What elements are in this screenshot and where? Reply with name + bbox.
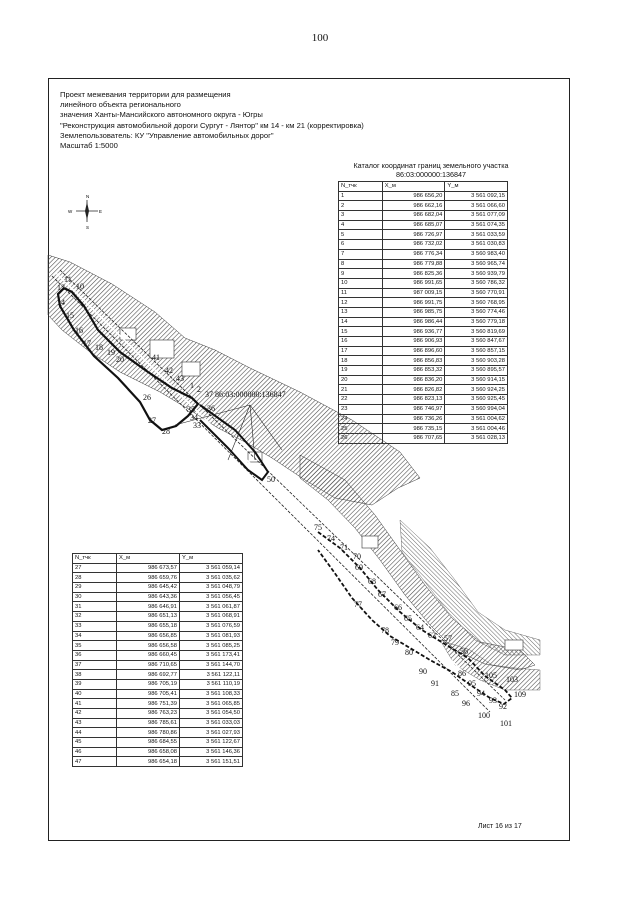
y-coordinate-cell: 3 561 146,36 [180,747,243,757]
point-label: 33 [193,421,201,430]
point-number-cell: 43 [73,718,117,728]
y-coordinate-cell: 3 561 108,33 [180,689,243,699]
x-coordinate-cell: 986 692,77 [117,670,180,680]
y-coordinate-cell: 3 561 048,79 [180,583,243,593]
point-label: 28 [162,427,170,436]
compass-e: E [99,209,103,214]
y-coordinate-cell: 3 560 925,45 [445,395,508,405]
x-coordinate-cell: 986 658,08 [117,747,180,757]
x-coordinate-cell: 986 656,20 [382,191,445,201]
x-coordinate-cell: 986 906,93 [382,337,445,347]
point-label: 41 [152,353,160,362]
y-coordinate-cell: 3 561 151,51 [180,757,243,767]
y-coordinate-cell: 3 561 035,62 [180,573,243,583]
point-label: 92 [499,702,507,711]
point-label: 71 [340,543,348,552]
x-coordinate-cell: 986 853,32 [382,366,445,376]
y-coordinate-cell: 3 560 965,74 [445,259,508,269]
point-number-cell: 39 [73,679,117,689]
x-coordinate-cell: 986 985,75 [382,307,445,317]
y-coordinate-cell: 3 560 847,67 [445,337,508,347]
point-number-cell: 18 [339,356,383,366]
point-number-cell: 37 [73,660,117,670]
x-coordinate-cell: 986 736,26 [382,414,445,424]
point-number-cell: 20 [339,375,383,385]
point-label: 85 [451,689,459,698]
x-coordinate-cell: 986 856,83 [382,356,445,366]
point-number-cell: 21 [339,385,383,395]
point-label: 11 [64,275,72,284]
point-number-cell: 19 [339,366,383,376]
point-number-cell: 45 [73,738,117,748]
point-number-cell: 44 [73,728,117,738]
point-label: 35 [187,405,195,414]
point-label: 20 [116,355,124,364]
x-coordinate-cell: 986 710,65 [117,660,180,670]
x-coordinate-cell: 986 660,45 [117,650,180,660]
x-coordinate-cell: 986 651,13 [117,612,180,622]
header-line: Масштаб 1:5000 [60,140,118,150]
point-number-cell: 10 [339,278,383,288]
point-label: 37 86:03:000000:136847 [205,390,286,399]
y-coordinate-cell: 3 560 768,95 [445,298,508,308]
y-coordinate-cell: 3 561 081,93 [180,631,243,641]
catalog-title-text: Каталог координат границ земельного участка [353,161,509,170]
header-line: "Реконструкция автомобильной дороги Сургут - Лянтор" км 14 - км 21 (корректировка) [60,120,364,130]
point-number-cell: 38 [73,670,117,680]
y-coordinate-cell: 3 561 068,91 [180,612,243,622]
point-label: 109 [514,690,526,699]
column-header-point: N_тчк [73,554,117,564]
y-coordinate-cell: 3 561 122,11 [180,670,243,680]
point-number-cell: 2 [339,201,383,211]
x-coordinate-cell: 986 991,75 [382,298,445,308]
point-label: 19 [107,348,115,357]
point-number-cell: 15 [339,327,383,337]
x-coordinate-cell: 986 735,15 [382,424,445,434]
x-coordinate-cell: 986 646,91 [117,602,180,612]
point-number-cell: 32 [73,612,117,622]
x-coordinate-cell: 986 836,20 [382,375,445,385]
point-label: 68 [368,577,376,586]
y-coordinate-cell: 3 561 077,09 [445,211,508,221]
point-label: 79 [391,638,399,647]
compass-s: S [86,225,90,230]
point-label: 14 [57,298,65,307]
x-coordinate-cell: 986 763,23 [117,709,180,719]
y-coordinate-cell: 3 560 857,15 [445,346,508,356]
y-coordinate-cell: 3 561 056,45 [180,592,243,602]
x-coordinate-cell: 986 780,86 [117,728,180,738]
point-number-cell: 36 [73,650,117,660]
page-number: 100 [311,32,329,44]
point-number-cell: 29 [73,583,117,593]
point-label: 50 [267,475,275,484]
point-label: 96 [462,699,470,708]
point-label: 65 [404,614,412,623]
column-header-y: Y_м [445,182,508,192]
point-label: 94 [477,689,485,698]
y-coordinate-cell: 3 560 924,25 [445,385,508,395]
point-label: 12 [57,283,65,292]
x-coordinate-cell: 986 673,57 [117,563,180,573]
y-coordinate-cell: 3 560 895,57 [445,366,508,376]
x-coordinate-cell: 986 826,82 [382,385,445,395]
y-coordinate-cell: 3 561 059,14 [180,563,243,573]
point-label: 67 [378,590,386,599]
column-header-x: X_м [117,554,180,564]
point-label: 34 [190,413,198,422]
x-coordinate-cell: 986 645,42 [117,583,180,593]
x-coordinate-cell: 986 779,88 [382,259,445,269]
point-number-cell: 33 [73,621,117,631]
point-label: 101 [500,719,512,728]
point-number-cell: 31 [73,602,117,612]
x-coordinate-cell: 986 823,13 [382,395,445,405]
x-coordinate-cell: 986 746,97 [382,404,445,414]
y-coordinate-cell: 3 560 914,15 [445,375,508,385]
y-coordinate-cell: 3 561 004,62 [445,414,508,424]
point-label: 17 [83,339,91,348]
header-line: значения Ханты-Мансийского автономного округа - Югры [60,110,263,120]
compass-n: N [86,194,90,199]
x-coordinate-cell: 986 707,65 [382,433,445,443]
x-coordinate-cell: 986 776,34 [382,249,445,259]
point-number-cell: 6 [339,240,383,250]
y-coordinate-cell: 3 560 903,28 [445,356,508,366]
x-coordinate-cell: 986 705,19 [117,679,180,689]
x-coordinate-cell: 986 705,41 [117,689,180,699]
point-number-cell: 14 [339,317,383,327]
y-coordinate-cell: 3 561 027,93 [180,728,243,738]
point-label: 1 [190,381,194,390]
y-coordinate-cell: 3 561 033,59 [445,230,508,240]
point-number-cell: 47 [73,757,117,767]
y-coordinate-cell: 3 561 054,50 [180,709,243,719]
x-coordinate-cell: 986 685,07 [382,220,445,230]
point-label: 36 [207,404,215,413]
y-coordinate-cell: 3 560 786,32 [445,278,508,288]
y-coordinate-cell: 3 561 030,83 [445,240,508,250]
header-line: Землепользователь: КУ "Управление автомобильных дорог" [60,130,274,140]
x-coordinate-cell: 986 825,36 [382,269,445,279]
y-coordinate-cell: 3 561 061,87 [180,602,243,612]
point-number-cell: 27 [73,563,117,573]
point-label: 57 [444,634,452,643]
point-label: 74 [327,534,335,543]
y-coordinate-cell: 3 560 819,69 [445,327,508,337]
y-coordinate-cell: 3 560 774,46 [445,307,508,317]
catalog-parcel-id: 86:03:000000:136847 [396,170,466,179]
point-label: 42 [165,366,173,375]
x-coordinate-cell: 986 751,39 [117,699,180,709]
y-coordinate-cell: 3 561 004,46 [445,424,508,434]
point-label: 95 [468,679,476,688]
point-label: 75 [314,523,322,532]
point-number-cell: 35 [73,641,117,651]
header-line: Проект межевания территории для размещения [60,90,231,99]
point-label: 27 [148,416,156,425]
point-label: 77 [354,600,362,609]
x-coordinate-cell: 986 896,60 [382,346,445,356]
y-coordinate-cell: 3 561 122,67 [180,738,243,748]
point-number-cell: 5 [339,230,383,240]
x-coordinate-cell: 986 936,77 [382,327,445,337]
y-coordinate-cell: 3 561 173,41 [180,650,243,660]
point-number-cell: 28 [73,573,117,583]
point-label: 2 [197,385,201,394]
point-label: 18 [95,343,103,352]
y-coordinate-cell: 3 561 033,03 [180,718,243,728]
y-coordinate-cell: 3 561 092,15 [445,191,508,201]
point-label: 15 [66,311,74,320]
point-label: 90 [419,667,427,676]
point-number-cell: 7 [339,249,383,259]
y-coordinate-cell: 3 560 994,04 [445,404,508,414]
y-coordinate-cell: 3 561 110,19 [180,679,243,689]
x-coordinate-cell: 986 662,16 [382,201,445,211]
y-coordinate-cell: 3 560 939,79 [445,269,508,279]
x-coordinate-cell: 987 009,15 [382,288,445,298]
point-label: 70 [353,552,361,561]
point-label: 43 [176,374,184,383]
point-label: 16 [75,326,83,335]
y-coordinate-cell: 3 561 076,59 [180,621,243,631]
point-number-cell: 41 [73,699,117,709]
point-label: 26 [143,393,151,402]
x-coordinate-cell: 986 643,36 [117,592,180,602]
point-number-cell: 12 [339,298,383,308]
y-coordinate-cell: 3 561 065,85 [180,699,243,709]
x-coordinate-cell: 986 655,18 [117,621,180,631]
point-number-cell: 4 [339,220,383,230]
x-coordinate-cell: 986 656,85 [117,631,180,641]
point-label: 63 [428,631,436,640]
point-number-cell: 42 [73,709,117,719]
y-coordinate-cell: 3 560 983,40 [445,249,508,259]
point-number-cell: 1 [339,191,383,201]
y-coordinate-cell: 3 561 085,25 [180,641,243,651]
x-coordinate-cell: 986 986,44 [382,317,445,327]
point-number-cell: 9 [339,269,383,279]
sheet-number: Лист 16 из 17 [478,823,522,830]
point-label: 93 [489,696,497,705]
point-number-cell: 11 [339,288,383,298]
y-coordinate-cell: 3 561 028,13 [445,433,508,443]
x-coordinate-cell: 986 654,18 [117,757,180,767]
x-coordinate-cell: 986 684,55 [117,738,180,748]
column-header-point: N_тчк [339,182,383,192]
point-number-cell: 17 [339,346,383,356]
point-number-cell: 22 [339,395,383,405]
point-label: 64 [416,623,424,632]
column-header-x: X_м [382,182,445,192]
y-coordinate-cell: 3 560 770,91 [445,288,508,298]
x-coordinate-cell: 986 785,61 [117,718,180,728]
built-area [48,255,540,690]
point-label: 103 [506,675,518,684]
compass-w: W [68,209,73,214]
point-label: 66 [394,603,402,612]
x-coordinate-cell: 986 732,02 [382,240,445,250]
y-coordinate-cell: 3 560 779,18 [445,317,508,327]
column-header-y: Y_м [180,554,243,564]
point-label: 105 [485,671,497,680]
y-coordinate-cell: 3 561 066,60 [445,201,508,211]
y-coordinate-cell: 3 561 074,35 [445,220,508,230]
point-number-cell: 46 [73,747,117,757]
point-number-cell: 34 [73,631,117,641]
point-label: 69 [355,563,363,572]
point-label: 10 [76,282,84,291]
point-label: 80 [405,648,413,657]
compass-rose [68,194,102,230]
point-number-cell: 8 [339,259,383,269]
point-number-cell: 3 [339,211,383,221]
x-coordinate-cell: 986 682,04 [382,211,445,221]
point-number-cell: 13 [339,307,383,317]
x-coordinate-cell: 986 991,65 [382,278,445,288]
point-label: 56 [460,647,468,656]
point-label: 86 [458,669,466,678]
y-coordinate-cell: 3 561 144,70 [180,660,243,670]
road-corridor [52,270,505,712]
x-coordinate-cell: 986 659,76 [117,573,180,583]
point-number-cell: 23 [339,404,383,414]
point-number-cell: 40 [73,689,117,699]
point-label: 91 [431,679,439,688]
x-coordinate-cell: 986 726,97 [382,230,445,240]
point-label: 78 [381,626,389,635]
point-label: 100 [478,711,490,720]
header-line: линейного объекта регионального [60,100,181,110]
x-coordinate-cell: 986 656,58 [117,641,180,651]
point-number-cell: 30 [73,592,117,602]
point-number-cell: 16 [339,337,383,347]
